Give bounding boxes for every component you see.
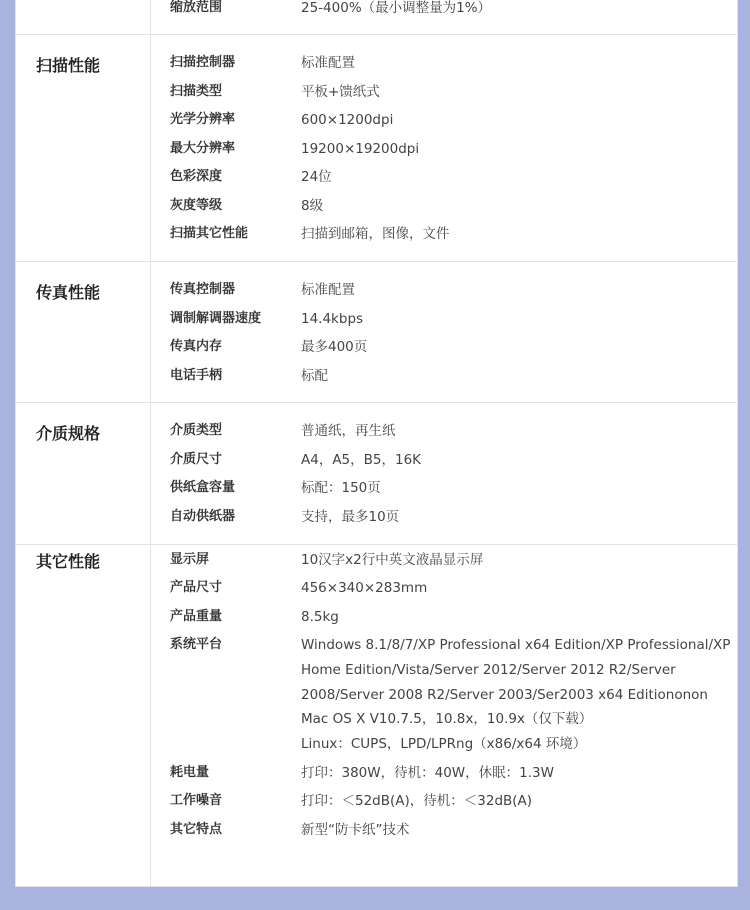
category-label: 其它性能 xyxy=(36,552,101,571)
spec-value: 25-400%（最小调整量为1%） xyxy=(301,0,492,16)
spec-section-scan xyxy=(16,35,737,262)
spec-key: 最大分辨率 xyxy=(170,141,236,156)
spec-value: 扫描到邮箱，图像，文件 xyxy=(301,226,450,242)
spec-key: 扫描控制器 xyxy=(170,55,236,70)
spec-value: 标准配置 xyxy=(301,282,355,298)
category-cell xyxy=(16,403,151,544)
category-cell xyxy=(16,35,151,261)
spec-value: 打印：＜52dB(A)，待机：＜32dB(A) xyxy=(301,793,533,809)
spec-value: 平板+馈纸式 xyxy=(301,84,380,100)
spec-sheet xyxy=(15,0,738,887)
category-cell xyxy=(16,0,151,34)
spec-key: 介质尺寸 xyxy=(170,452,223,467)
category-label: 介质规格 xyxy=(36,424,101,443)
category-cell xyxy=(16,545,151,886)
spec-section-partial xyxy=(16,0,737,35)
spec-value: 支持，最多10页 xyxy=(301,509,400,525)
spec-key: 产品尺寸 xyxy=(170,580,223,595)
spec-key: 耗电量 xyxy=(170,765,210,780)
spec-key: 其它特点 xyxy=(170,822,223,837)
spec-value-line: Home Edition/Vista/Server 2012/Server 2012 R2/Server xyxy=(301,661,676,678)
category-label: 扫描性能 xyxy=(36,56,101,75)
spec-key: 缩放范围 xyxy=(170,0,223,15)
spec-key: 介质类型 xyxy=(170,423,223,438)
spec-key: 电话手柄 xyxy=(170,368,223,383)
spec-key: 扫描类型 xyxy=(170,84,223,99)
spec-key: 系统平台 xyxy=(170,637,223,652)
spec-value-line: Linux：CUPS，LPD/LPRng（x86/x64 环境） xyxy=(301,736,587,753)
spec-key: 扫描其它性能 xyxy=(170,226,249,241)
category-label: 传真性能 xyxy=(36,283,101,302)
spec-value: A4，A5，B5，16K xyxy=(301,452,422,468)
spec-value: 标准配置 xyxy=(301,55,355,71)
spec-value: 8.5kg xyxy=(301,609,339,625)
spec-value-multiline xyxy=(301,633,731,757)
spec-value: 标配：150页 xyxy=(301,480,381,496)
spec-value-line: Windows 8.1/8/7/XP Professional x64 Edition/XP Professional/XP xyxy=(301,637,731,653)
spec-value-line: Mac OS X V10.7.5，10.8x，10.9x（仅下载） xyxy=(301,711,593,728)
spec-value: 打印：380W，待机：40W，休眠：1.3W xyxy=(301,765,554,781)
spec-value: 456×340×283mm xyxy=(301,580,428,596)
spec-value: 10汉字x2行中英文液晶显示屏 xyxy=(301,552,484,568)
spec-value: 14.4kbps xyxy=(301,311,364,327)
spec-value: 新型“防卡纸”技术 xyxy=(301,822,410,838)
spec-value: 19200×19200dpi xyxy=(301,141,420,157)
spec-key: 产品重量 xyxy=(170,609,223,624)
spec-key: 工作噪音 xyxy=(170,793,223,808)
spec-key: 传真控制器 xyxy=(170,282,236,297)
spec-key: 显示屏 xyxy=(170,552,210,567)
spec-value: 普通纸，再生纸 xyxy=(301,423,396,439)
spec-key: 供纸盒容量 xyxy=(170,480,236,495)
spec-key: 光学分辨率 xyxy=(170,112,236,127)
category-cell xyxy=(16,262,151,402)
spec-key: 传真内存 xyxy=(170,339,223,354)
spec-key: 色彩深度 xyxy=(170,169,223,184)
spec-key: 自动供纸器 xyxy=(170,509,236,524)
spec-value-line: 2008/Server 2008 R2/Server 2003/Ser2003 x64 Editiononon xyxy=(301,686,708,703)
spec-key: 调制解调器速度 xyxy=(170,311,262,326)
spec-value: 24位 xyxy=(301,169,332,185)
spec-key: 灰度等级 xyxy=(170,198,223,213)
spec-value: 600×1200dpi xyxy=(301,112,394,128)
spec-value: 标配 xyxy=(301,368,328,384)
spec-section-media xyxy=(16,403,737,545)
spec-section-other xyxy=(16,545,737,886)
spec-value: 8级 xyxy=(301,198,324,214)
spec-value: 最多400页 xyxy=(301,339,368,355)
spec-section-fax xyxy=(16,262,737,403)
